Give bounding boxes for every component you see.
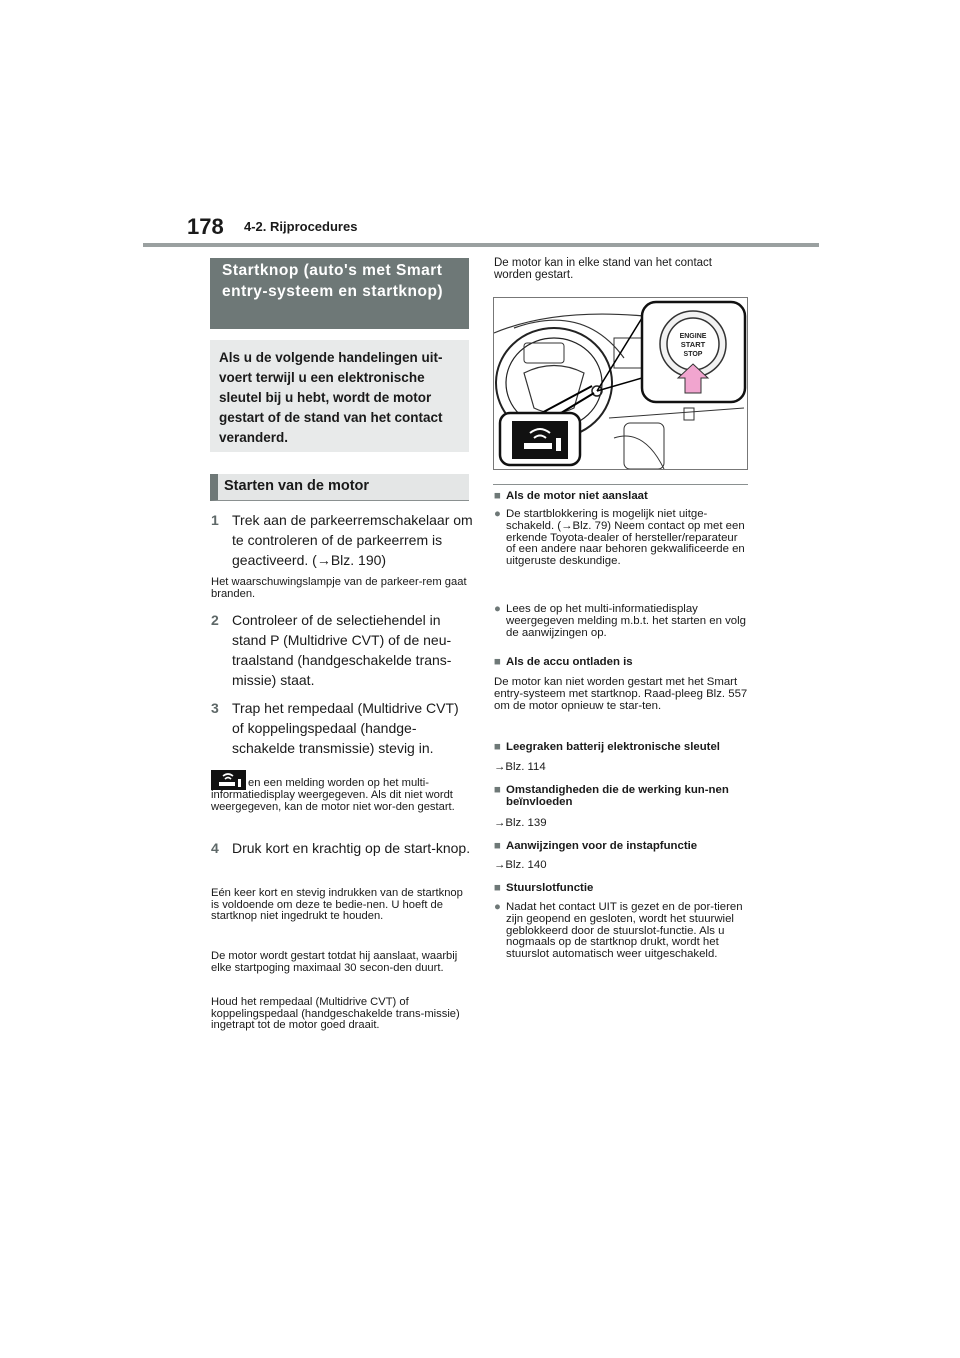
ref-entry-function[interactable]: →Blz. 140: [494, 859, 547, 871]
note-press: Eén keer kort en stevig indrukken van de startknop is voldoende om deze te bedie-nen. U hoeft de startknop niet ingedrukt te houden.: [211, 887, 463, 923]
bullet-immobilizer: ● De startblokkering is mogelijk niet uitge-schakeld. (→Blz. 79) Neem contact op met een erkende Toyota-dealer of hersteller/reparateur of een andere naar behoren gekwalificeerde en uitgeruste deskundige.: [494, 508, 745, 568]
dashboard-illustration: [493, 297, 748, 470]
heading-engine-not-starting: ■ Als de motor niet aanslaat: [494, 490, 648, 502]
square-bullet-icon: ■: [494, 784, 501, 796]
step-1: [211, 510, 473, 570]
step-4: [211, 838, 473, 858]
heading-key-battery: ■ Leegraken batterij elektronische sleutel: [494, 741, 720, 753]
button-label-engine: ENGINE: [679, 333, 707, 340]
header-rule: [143, 243, 819, 247]
ref-key-battery[interactable]: →Blz. 114: [494, 761, 546, 773]
note-duration: De motor wordt gestart totdat hij aanslaat, waarbij elke startpoging maximaal 30 secon-den duurt.: [211, 950, 458, 974]
step-number: 4: [211, 840, 219, 856]
text-battery-discharged: De motor kan niet worden gestart met het Smart entry-systeem met startknop. Raad-pleeg Blz. 557 om de motor opnieuw te star-ten.: [494, 676, 748, 712]
subsection-title: Starten van de motor: [210, 474, 469, 501]
right-divider: [493, 484, 748, 485]
intro-box: Als u de volgende handelingen uit-voert terwijl u een elektronische sleutel bij u hebt, wordt de motor gestart of de stand van het contact veranderd.: [210, 340, 469, 452]
step-number: 3: [211, 700, 219, 716]
step-text: Trap het rempedaal (Multidrive CVT) of koppelingspedaal (handge-schakelde transmissie) stevig in.: [232, 700, 459, 756]
bullet-display-message: ● Lees de op het multi-informatiedisplay weergegeven melding m.b.t. het starten en volg de aanwijzingen op.: [494, 603, 746, 639]
note-indicator-text: en een melding worden op het multi-informatiedisplay weergegeven. Als dit niet wordt weergegeven, kan de motor niet wor-den gestart.: [211, 777, 455, 813]
step-number: 2: [211, 612, 219, 628]
step-text: Trek aan de parkeerremschakelaar om te controleren of de parkeerrem is geactiveerd. (→Blz. 190): [232, 512, 473, 568]
section-title: Startknop (auto's met Smart entry-systeem en startknop): [210, 258, 469, 329]
note-parking-brake: Het waarschuwingslampje van de parkeer-rem gaat branden.: [211, 576, 467, 600]
step-text: Druk kort en krachtig op de start-knop.: [232, 840, 471, 856]
right-intro: De motor kan in elke stand van het contact worden gestart.: [494, 257, 712, 281]
square-bullet-icon: ■: [494, 882, 501, 894]
note-hold-pedal: Houd het rempedaal (Multidrive CVT) of koppelingspedaal (handgeschakelde trans-missie) ingetrapt tot de motor goed draait.: [211, 996, 460, 1032]
section-label: 4-2. Rijprocedures: [244, 219, 358, 234]
heading-steering-lock: ■ Stuurslotfunctie: [494, 882, 594, 894]
note-indicator: [211, 770, 469, 813]
round-bullet-icon: ●: [494, 901, 501, 913]
step-number: 1: [211, 512, 219, 528]
page-number: 178: [187, 214, 224, 239]
round-bullet-icon: ●: [494, 508, 501, 520]
heading-entry-function: ■ Aanwijzingen voor de instapfunctie: [494, 840, 698, 852]
button-label-stop: STOP: [683, 351, 703, 358]
square-bullet-icon: ■: [494, 490, 501, 502]
button-label-start: START: [680, 340, 706, 349]
step-3: [211, 698, 473, 758]
bullet-steering-lock: ● Nadat het contact UIT is gezet en de por-tieren zijn geopend en gesloten, wordt het stuurwiel geblokkeerd door de stuurslot-functie. Als u nogmaals op de startknop drukt, wordt het stuurslot automatisch weer uitgeschakeld.: [494, 901, 743, 961]
step-2: [211, 610, 473, 690]
key-indicator-icon: [211, 770, 246, 790]
square-bullet-icon: ■: [494, 741, 501, 753]
heading-conditions: ■ Omstandigheden die de werking kun-nen beïnvloeden: [494, 784, 729, 808]
square-bullet-icon: ■: [494, 656, 501, 668]
square-bullet-icon: ■: [494, 840, 501, 852]
heading-battery-discharged: ■ Als de accu ontladen is: [494, 656, 633, 668]
step-text: Controleer of de selectiehendel in stand P (Multidrive CVT) of de neu-traalstand (handgeschakelde trans-missie) staat.: [232, 612, 452, 688]
round-bullet-icon: ●: [494, 603, 501, 615]
ref-conditions[interactable]: →Blz. 139: [494, 817, 547, 829]
